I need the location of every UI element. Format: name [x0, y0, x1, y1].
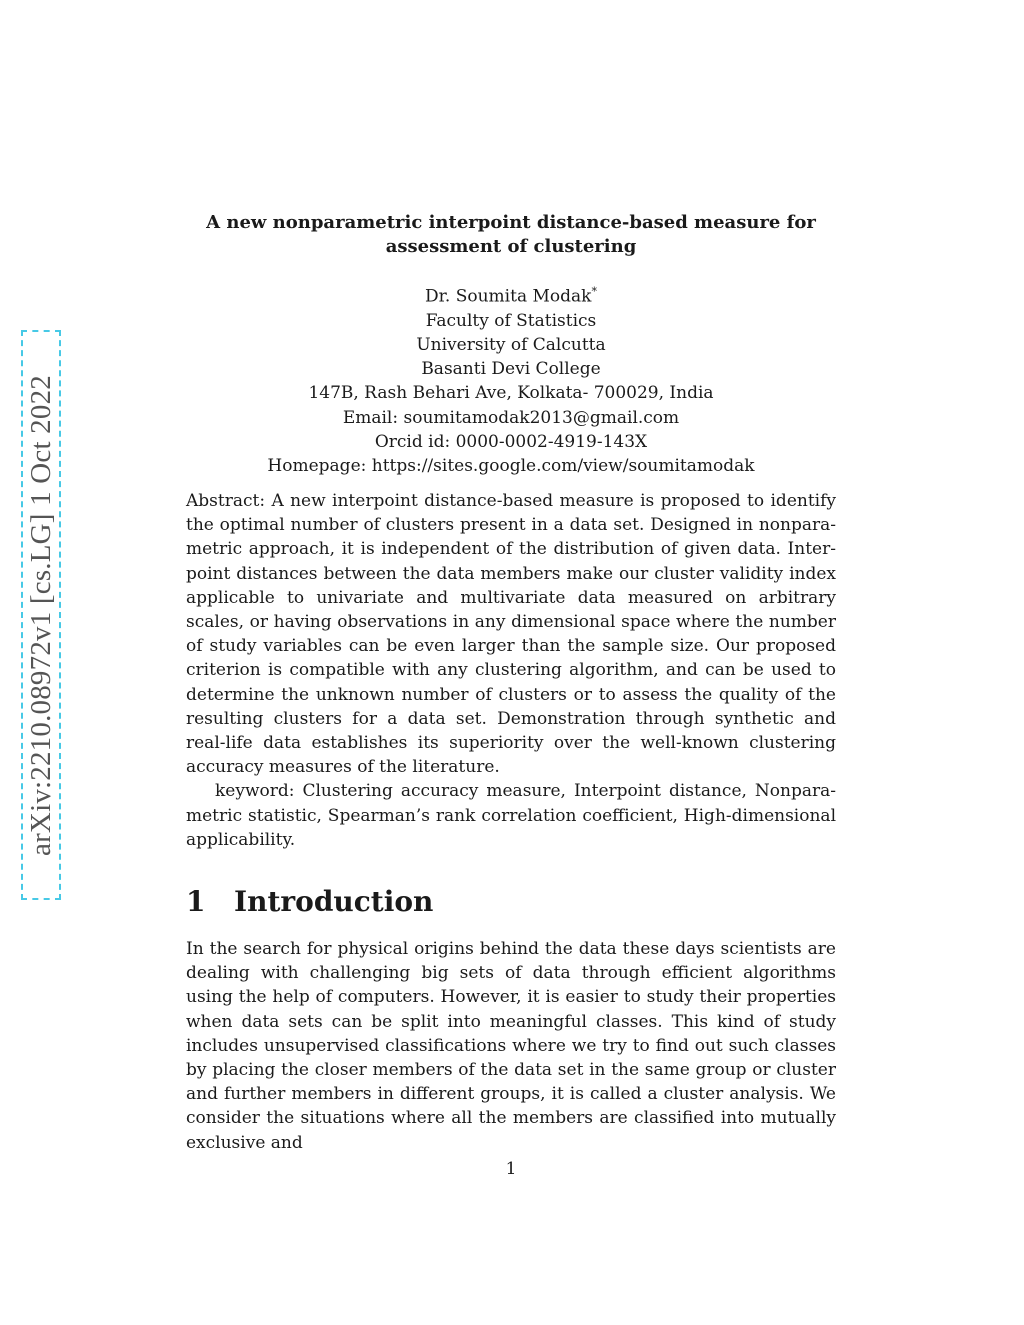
author-block: [186, 280, 836, 478]
abstract-text: Abstract: A new interpoint distance-based measure is proposed to identify the optimal number of clusters present in a data set. Designed in nonparametric approach, it is independent of the distribution of given data. Interpoint distances between the data members make our cluster validity index applicable to univariate and multivariate data measured on arbitrary scales, or having observations in any dimensional space where the number of study variables can be even larger than the sample size. Our proposed criterion is compatible with any clustering algorithm, and can be used to determine the unknown number of clusters or to assess the quality of the resulting clusters for a data set. Demonstration through synthetic and real-life data establishes its superiority over the well-known clustering accuracy measures of the literature.: [186, 491, 836, 778]
author-orcid: Orcid id: 0000-0002-4919-143X: [374, 431, 648, 452]
paper-title: [186, 211, 836, 259]
author-name: Dr. Soumita Modak: [425, 286, 592, 307]
author-homepage: Homepage: https://sites.google.com/view/soumitamodak: [267, 456, 755, 477]
author-university: University of Calcutta: [416, 335, 606, 356]
keywords-text: keyword: Clustering accuracy measure, Interpoint distance, Nonparametric statistic, Spearman’s rank correlation coefficient, High-dimensional applicability.: [186, 781, 836, 850]
paper-title-line-2: assessment of clustering: [385, 236, 637, 257]
author-name-line: [186, 280, 836, 309]
section-title: Introduction: [234, 885, 434, 918]
paper-title-line-1: A new nonparametric interpoint distance-based measure for: [206, 212, 816, 233]
section-number: 1: [186, 885, 206, 918]
arxiv-identifier-text: arXiv:2210.08972v1 [cs.LG] 1 Oct 2022: [24, 374, 57, 856]
author-faculty: Faculty of Statistics: [425, 310, 597, 331]
introduction-body: [186, 937, 836, 1155]
section-heading: [186, 884, 433, 920]
abstract-block: [186, 489, 836, 852]
introduction-paragraph: In the search for physical origins behind the data these days scientists are dealing with challenging big sets of data through efficient algorithms using the help of computers. However, it is easier to study their properties when data sets can be split into meaningful classes. This kind of study includes unsupervised classifications where we try to find out such classes by placing the closer members of the data set in the same group or cluster and further members in different groups, it is called a cluster analysis. We consider the situations where all the members are classified into mutually exclusive and: [186, 939, 836, 1153]
page-number: 1: [505, 1159, 517, 1179]
author-footnote-mark: *: [591, 285, 597, 298]
author-address: 147B, Rash Behari Ave, Kolkata- 700029, India: [308, 383, 714, 404]
author-college: Basanti Devi College: [421, 359, 601, 380]
author-email: Email: soumitamodak2013@gmail.com: [342, 407, 680, 428]
arxiv-identifier-stamp: [21, 330, 61, 900]
